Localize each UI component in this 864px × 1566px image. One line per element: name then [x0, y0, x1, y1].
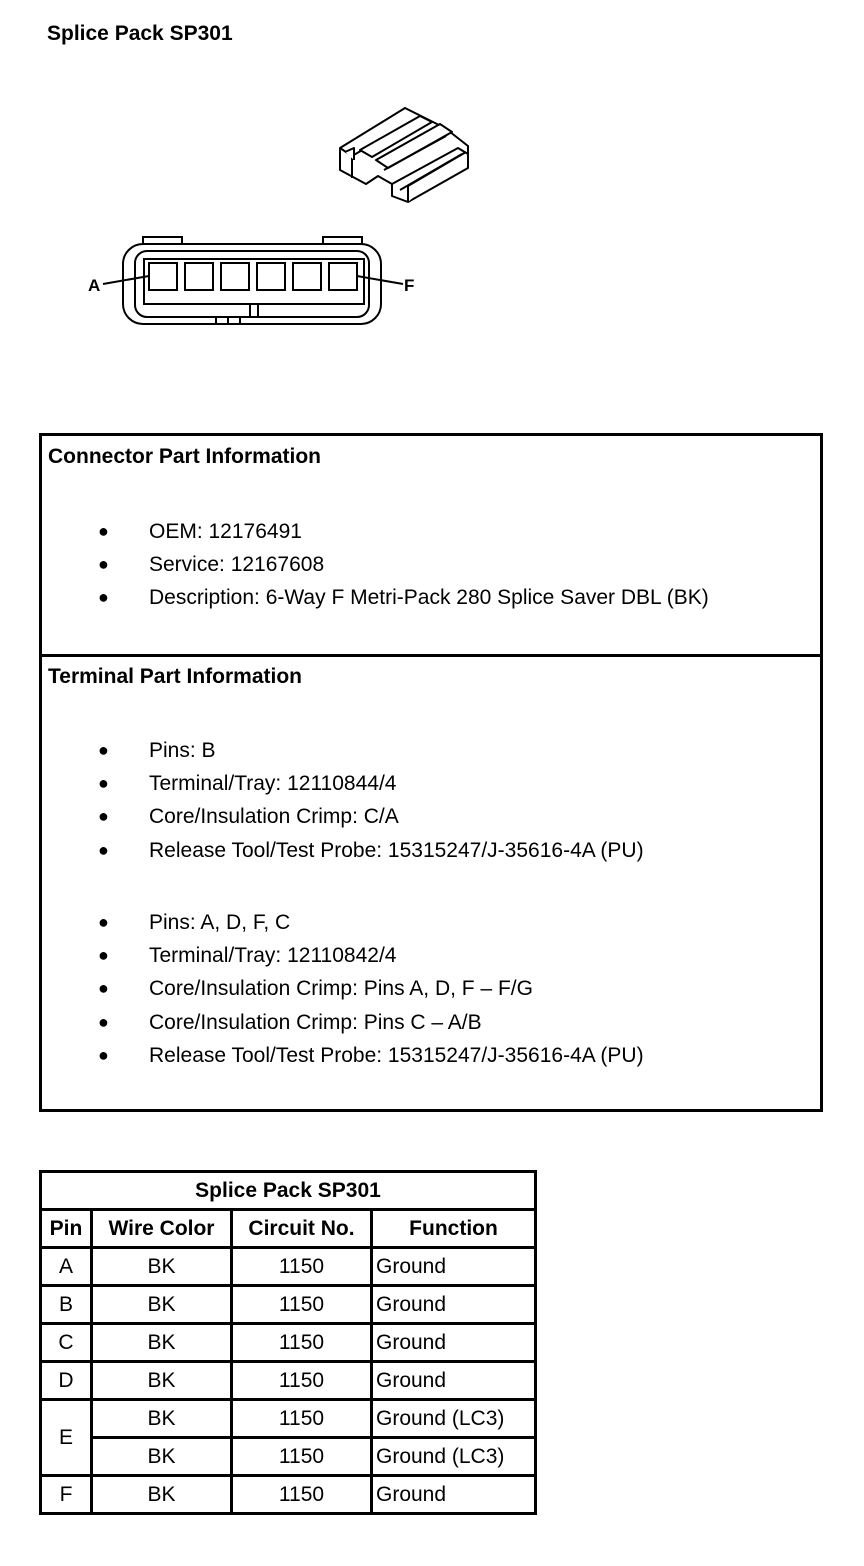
bullet-icon: ● — [98, 1011, 109, 1032]
list-item: ● Terminal/Tray: 12110844/4 — [42, 767, 820, 800]
list-item: ● OEM: 12176491 — [42, 515, 820, 548]
table-row — [41, 1248, 536, 1286]
pin-cell: F — [41, 1476, 92, 1514]
table-row — [41, 1400, 536, 1438]
terminal-info-section — [42, 657, 820, 1109]
circuit-cell: 1150 — [232, 1286, 372, 1324]
connector-info-list — [42, 515, 820, 615]
bullet-icon: ● — [98, 1044, 109, 1065]
pin-cell: A — [41, 1248, 92, 1286]
circuit-cell: 1150 — [232, 1438, 372, 1476]
function-cell: Ground — [372, 1362, 536, 1400]
wire-color-cell: BK — [92, 1324, 232, 1362]
bullet-icon: ● — [98, 806, 109, 827]
bullet-icon: ● — [98, 945, 109, 966]
bullet-icon: ● — [98, 839, 109, 860]
function-cell: Ground (LC3) — [372, 1400, 536, 1438]
pin-table — [39, 1170, 537, 1515]
function-cell: Ground (LC3) — [372, 1438, 536, 1476]
table-row — [41, 1476, 536, 1514]
circuit-cell: 1150 — [232, 1362, 372, 1400]
circuit-cell: 1150 — [232, 1400, 372, 1438]
function-cell: Ground — [372, 1324, 536, 1362]
table-row — [41, 1438, 536, 1476]
table-caption: Splice Pack SP301 — [41, 1172, 536, 1210]
list-item: ● Pins: A, D, F, C — [42, 906, 820, 939]
list-item: ● Core/Insulation Crimp: C/A — [42, 800, 820, 833]
list-item: ● Core/Insulation Crimp: Pins C – A/B — [42, 1006, 820, 1039]
bullet-icon: ● — [98, 521, 109, 541]
list-item: ● Release Tool/Test Probe: 15315247/J-35616-4A (PU) — [42, 1039, 820, 1072]
column-header: Pin — [41, 1210, 92, 1248]
column-header: Function — [372, 1210, 536, 1248]
bullet-icon: ● — [98, 978, 109, 999]
wire-color-cell: BK — [92, 1438, 232, 1476]
bullet-icon: ● — [98, 740, 109, 760]
page-title: Splice Pack SP301 — [47, 22, 233, 45]
bullet-icon: ● — [98, 773, 109, 794]
list-item: ● Terminal/Tray: 12110842/4 — [42, 939, 820, 972]
list-item: ● Description: 6-Way F Metri-Pack 280 Splice Saver DBL (BK) — [42, 581, 820, 614]
function-cell: Ground — [372, 1286, 536, 1324]
pin-cell: D — [41, 1362, 92, 1400]
wire-color-cell: BK — [92, 1362, 232, 1400]
list-item: ● Pins: B — [42, 734, 820, 767]
table-caption-row — [41, 1172, 536, 1210]
connector-info-heading: Connector Part Information — [48, 445, 322, 468]
circuit-cell: 1150 — [232, 1324, 372, 1362]
pin-cell: C — [41, 1324, 92, 1362]
column-header: Wire Color — [92, 1210, 232, 1248]
list-item: ● Release Tool/Test Probe: 15315247/J-35616-4A (PU) — [42, 834, 820, 867]
pin-a-label: A — [88, 276, 101, 295]
function-cell: Ground — [372, 1248, 536, 1286]
wire-color-cell: BK — [92, 1286, 232, 1324]
bullet-icon: ● — [98, 554, 109, 575]
connector-isometric-illustration — [340, 108, 468, 202]
connector-info-section — [42, 436, 820, 657]
table-row — [41, 1362, 536, 1400]
wire-color-cell: BK — [92, 1476, 232, 1514]
table-row — [41, 1286, 536, 1324]
terminal-info-heading: Terminal Part Information — [48, 665, 302, 688]
wire-color-cell: BK — [92, 1400, 232, 1438]
part-information-box — [39, 433, 823, 1112]
bullet-icon: ● — [98, 912, 109, 932]
connector-drawing — [0, 0, 864, 380]
pin-f-label: F — [404, 276, 415, 295]
list-item: ● Service: 12167608 — [42, 548, 820, 581]
list-item: ● Core/Insulation Crimp: Pins A, D, F – F/G — [42, 972, 820, 1005]
function-cell: Ground — [372, 1476, 536, 1514]
terminal-group-1-list — [42, 734, 820, 867]
pin-cell: B — [41, 1286, 92, 1324]
connector-cavities — [144, 259, 364, 304]
table-header-row — [41, 1210, 536, 1248]
bullet-icon: ● — [98, 587, 109, 608]
wire-color-cell: BK — [92, 1248, 232, 1286]
pin-cell: E — [41, 1400, 92, 1476]
table-row — [41, 1324, 536, 1362]
circuit-cell: 1150 — [232, 1476, 372, 1514]
terminal-group-2-list — [42, 906, 820, 1072]
circuit-cell: 1150 — [232, 1248, 372, 1286]
column-header: Circuit No. — [232, 1210, 372, 1248]
